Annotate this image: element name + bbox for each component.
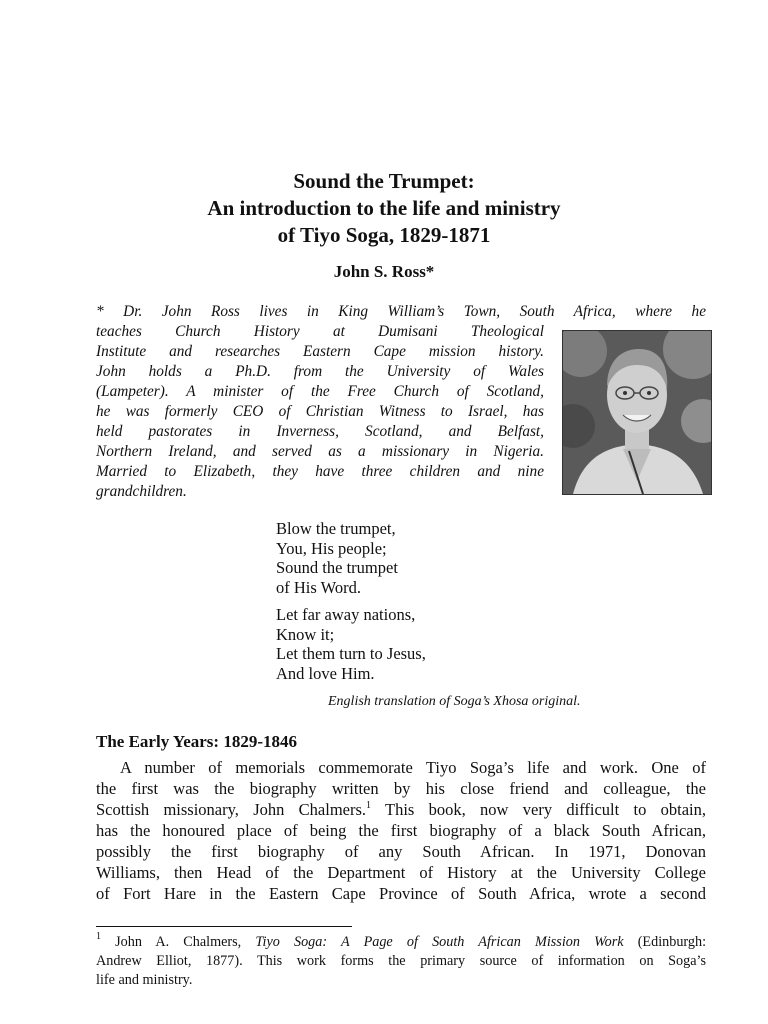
poem-line: Sound the trumpet	[276, 558, 398, 577]
title-line-3: of Tiyo Soga, 1829-1871	[277, 223, 491, 247]
body-line: A number of memorials commemorate Tiyo Soga’s life and work. One of	[120, 758, 706, 777]
bio-line: Institute and researches Eastern Cape mission history.	[96, 343, 544, 360]
bio-line: he was formerly CEO of Christian Witness to Israel, has	[96, 403, 544, 420]
body-line	[96, 799, 706, 820]
body-paragraph	[96, 757, 706, 904]
bio-line: (Lampeter). A minister of the Free Church of Scotland,	[96, 383, 544, 400]
bio-line: grandchildren.	[96, 483, 187, 500]
footnote-text: John A. Chalmers,	[101, 934, 256, 950]
poem-line: Let them turn to Jesus,	[276, 644, 426, 663]
footnote-book-title: Tiyo Soga: A Page of South African Mission Work	[255, 934, 624, 950]
footnote-line	[96, 933, 706, 952]
poem-epigraph	[276, 519, 426, 691]
bio-line: held pastorates in Inverness, Scotland, and Belfast,	[96, 423, 544, 440]
poem-stanza-2	[276, 605, 426, 683]
poem-stanza-1	[276, 519, 426, 597]
poem-line: Know it;	[276, 624, 335, 644]
bio-line: teaches Church History at Dumisani Theological	[96, 323, 544, 340]
poem-line: And love Him.	[276, 663, 375, 683]
body-line-part: Scottish missionary, John Chalmers.	[96, 800, 367, 819]
bio-line: Northern Ireland, and served as a missionary in Nigeria.	[96, 443, 544, 460]
title-line-1: Sound the Trumpet:	[293, 169, 475, 193]
poem-line: You, His people;	[276, 538, 387, 558]
author-bio	[96, 322, 544, 502]
footnote-line: life and ministry.	[96, 972, 193, 988]
bio-line: Married to Elizabeth, they have three children and nine	[96, 463, 544, 480]
author-photo	[562, 330, 712, 495]
author-portrait-image	[563, 331, 711, 494]
bio-line-1: * Dr. John Ross lives in King William’s Town, South Africa, where he	[96, 303, 706, 320]
author-name: John S. Ross*	[333, 262, 435, 281]
footnote-reference: 1	[366, 800, 372, 811]
body-line: of Fort Hare in the Eastern Cape Province of South Africa, wrote a second	[96, 884, 706, 903]
footnote-number: 1	[96, 931, 101, 942]
section-heading: The Early Years: 1829-1846	[96, 732, 297, 751]
footnote	[96, 933, 706, 990]
title-line-2: An introduction to the life and ministry	[207, 196, 561, 220]
poem-line: of His Word.	[276, 577, 361, 597]
footnote-line: Andrew Elliot, 1877). This work forms the primary source of information on Soga’s	[96, 953, 706, 969]
article-title	[0, 168, 768, 249]
body-line: Williams, then Head of the Department of History at the University College	[96, 863, 706, 882]
body-line: the first was the biography written by his close friend and colleague, the	[96, 779, 706, 798]
poem-line: Blow the trumpet,	[276, 519, 396, 538]
footnote-divider	[96, 926, 352, 927]
footnote-text: (Edinburgh:	[623, 934, 707, 950]
poem-caption: English translation of Soga’s Xhosa original.	[328, 694, 581, 709]
body-line-part: This book, now very difficult to obtain,	[371, 800, 706, 819]
body-line: possibly the first biography of any South African. In 1971, Donovan	[96, 842, 706, 861]
poem-line: Let far away nations,	[276, 605, 416, 624]
body-line: has the honoured place of being the first biography of a black South African,	[96, 821, 706, 840]
bio-line: John holds a Ph.D. from the University of Wales	[96, 363, 544, 380]
